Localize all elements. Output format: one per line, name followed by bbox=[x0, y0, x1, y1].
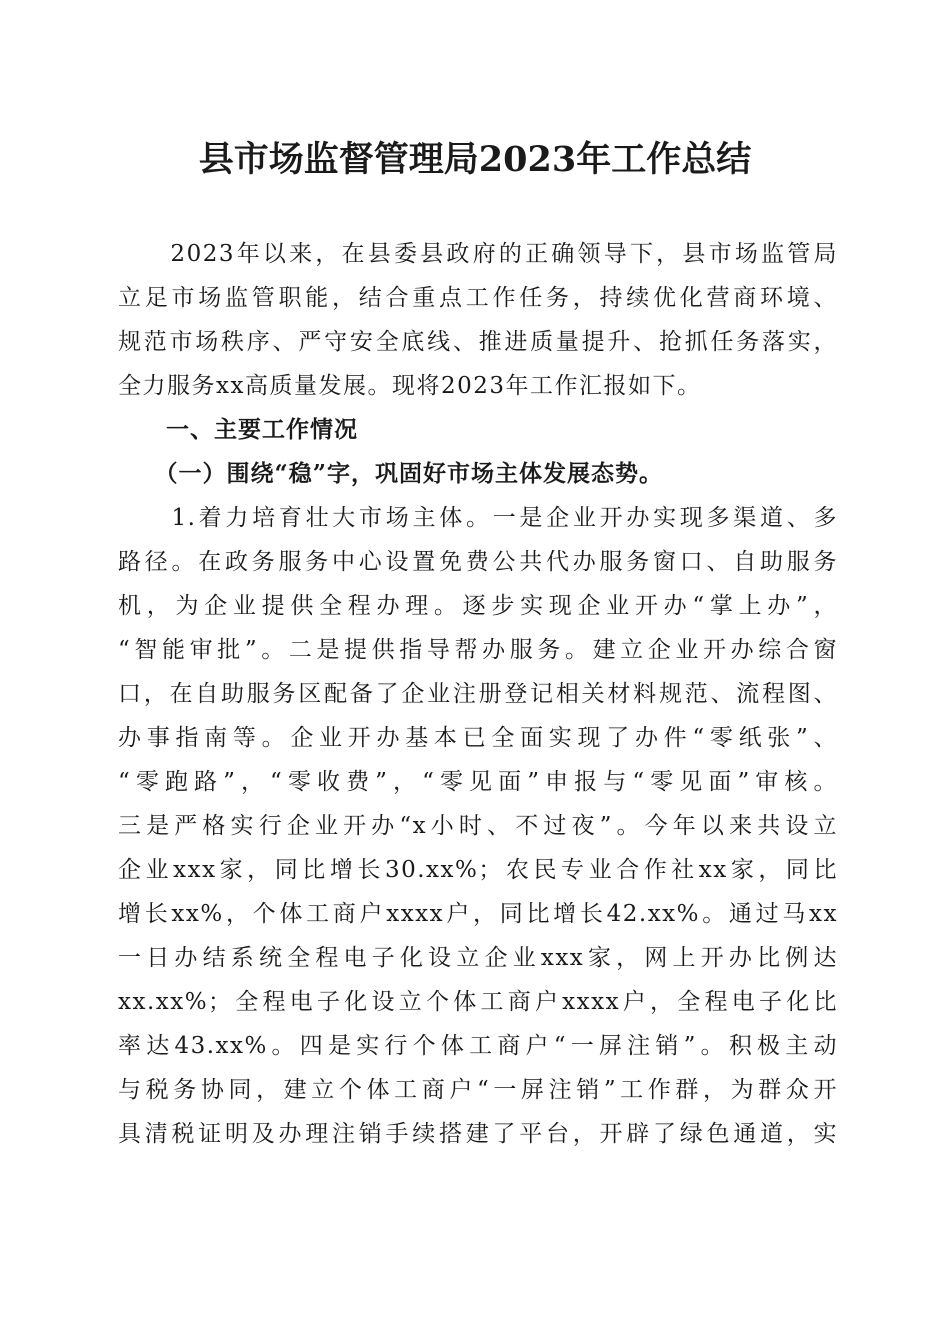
document-body bbox=[118, 232, 838, 1156]
paragraph-line: “零跑路”，“零收费”，“零见面”申报与“零见面”审核。 bbox=[118, 769, 838, 795]
paragraph-line: “智能审批”。二是提供指导帮办服务。建立企业开办综合窗 bbox=[118, 637, 838, 663]
paragraph-line: 三是严格实行企业开办“x小时、不过夜”。今年以来共设立 bbox=[118, 813, 838, 839]
paragraph-line: 企业xxx家，同比增长30.xx%；农民专业合作社xx家，同比 bbox=[118, 857, 838, 883]
intro-line: 立足市场监管职能，结合重点工作任务，持续优化营商环境、 bbox=[118, 285, 838, 311]
paragraph-line: 与税务协同，建立个体工商户“一屏注销”工作群，为群众开 bbox=[118, 1077, 838, 1103]
paragraph-line: 1.着力培育壮大市场主体。一是企业开办实现多渠道、多 bbox=[118, 505, 838, 531]
paragraph-line: 办事指南等。企业开办基本已全面实现了办件“零纸张”、 bbox=[118, 725, 838, 751]
paragraph-line: 率达43.xx%。四是实行个体工商户“一屏注销”。积极主动 bbox=[118, 1033, 838, 1059]
paragraph-line: xx.xx%；全程电子化设立个体工商户xxxx户，全程电子化比 bbox=[118, 989, 838, 1015]
subsection-heading: （一）围绕“稳”字，巩固好市场主体发展态势。 bbox=[118, 460, 663, 487]
intro-line: 全力服务xx高质量发展。现将2023年工作汇报如下。 bbox=[118, 373, 702, 399]
paragraph-line: 具清税证明及办理注销手续搭建了平台，开辟了绿色通道，实 bbox=[118, 1121, 838, 1147]
paragraph-line: 口，在自助服务区配备了企业注册登记相关材料规范、流程图、 bbox=[118, 681, 838, 707]
paragraph-line: 路径。在政务服务中心设置免费公共代办服务窗口、自助服务 bbox=[118, 549, 838, 575]
intro-line: 规范市场秩序、严守安全底线、推进质量提升、抢抓任务落实， bbox=[118, 329, 838, 355]
paragraph-line: 增长xx%，个体工商户xxxx户，同比增长42.xx%。通过马xx bbox=[118, 901, 838, 927]
document-title: 县市场监督管理局2023年工作总结 bbox=[198, 139, 752, 180]
paragraph-line: 一日办结系统全程电子化设立企业xxx家，网上开办比例达 bbox=[118, 945, 838, 971]
section-heading: 一、主要工作情况 bbox=[118, 417, 358, 443]
paragraph-line: 机，为企业提供全程办理。逐步实现企业开办“掌上办”， bbox=[118, 593, 838, 619]
intro-line: 2023年以来，在县委县政府的正确领导下，县市场监管局 bbox=[118, 241, 838, 267]
